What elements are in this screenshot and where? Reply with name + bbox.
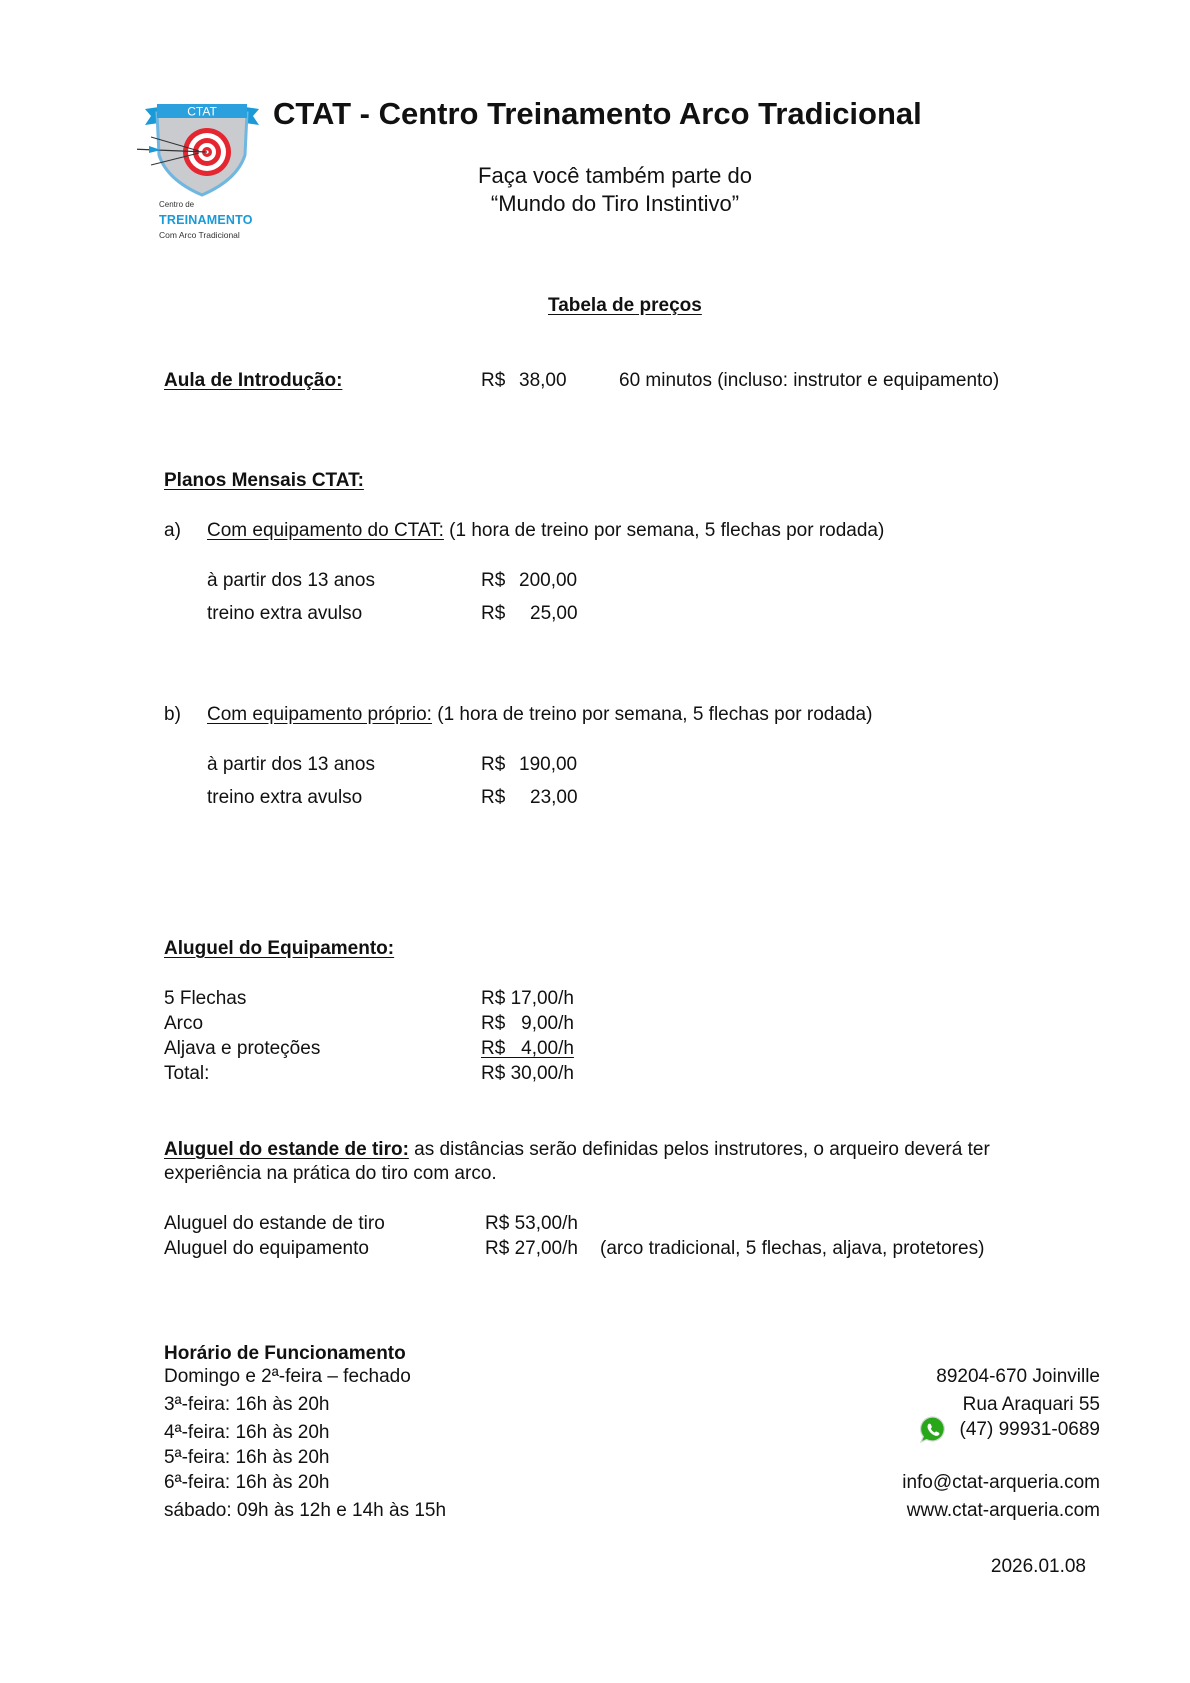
range-item-note: (arco tradicional, 5 flechas, aljava, protetores): [600, 1238, 985, 1259]
contact-phone[interactable]: (47) 99931-0689: [959, 1419, 1100, 1440]
hours-line: 6ª-feira: 16h às 20h: [164, 1472, 330, 1493]
plan-a-marker: a): [164, 520, 181, 541]
plan-b-details: (1 hora de treino por semana, 5 flechas por rodada): [431, 704, 873, 725]
document-date: 2026.01.08: [990, 1556, 1086, 1577]
logo-line1: Centro de: [159, 200, 195, 209]
plan-a-details: (1 hora de treino por semana, 5 flechas por rodada): [443, 520, 885, 541]
hours-line: 4ª-feira: 16h às 20h: [164, 1422, 330, 1443]
range-item-price: R$ 53,00/h: [485, 1213, 578, 1234]
logo-line3: Com Arco Tradicional: [159, 230, 240, 240]
logo-line2: TREINAMENTO: [159, 213, 253, 227]
slogan: [465, 162, 765, 218]
plan-a-row-label: treino extra avulso: [207, 603, 363, 624]
equipment-rental-heading: Aluguel do Equipamento:: [164, 938, 395, 959]
plan-a-title-row: [207, 520, 884, 542]
plan-b-row-price: 23,00: [530, 787, 578, 808]
whatsapp-icon: [918, 1415, 948, 1445]
plan-b-title: Com equipamento próprio:: [207, 704, 432, 725]
range-item-label: Aluguel do equipamento: [164, 1238, 369, 1259]
intro-class-currency: R$: [481, 370, 506, 391]
range-item-label: Aluguel do estande de tiro: [164, 1213, 385, 1234]
equipment-item-label: Arco: [164, 1013, 204, 1034]
equipment-item-price: R$ 17,00/h: [481, 988, 574, 1009]
plan-a-row-price: 200,00: [519, 570, 578, 591]
plan-b-title-row: [207, 704, 872, 726]
equipment-item-label: 5 Flechas: [164, 988, 247, 1009]
plan-a-row-currency: R$: [481, 570, 506, 591]
range-rental-description-line1: as distâncias serão definidas pelos instrutores, o arqueiro deverá ter: [408, 1139, 990, 1160]
slogan-line1: Faça você também parte do: [478, 163, 752, 188]
slogan-line2: “Mundo do Tiro Instintivo”: [490, 191, 740, 216]
hours-line: 5ª-feira: 16h às 20h: [164, 1447, 330, 1468]
intro-class-price: 38,00: [519, 370, 567, 391]
hours-heading: Horário de Funcionamento: [164, 1343, 406, 1364]
contact-phone-row: [918, 1415, 1101, 1445]
equipment-total-label: Total:: [164, 1063, 210, 1084]
contact-street: Rua Araquari 55: [962, 1394, 1100, 1415]
hours-line: sábado: 09h às 12h e 14h às 15h: [164, 1500, 447, 1521]
plan-a-title: Com equipamento do CTAT:: [207, 520, 444, 541]
equipment-total-price: R$ 30,00/h: [481, 1063, 574, 1084]
intro-class-label: Aula de Introdução:: [164, 370, 343, 391]
range-rental-heading: Aluguel do estande de tiro:: [164, 1139, 409, 1160]
hours-line: 3ª-feira: 16h às 20h: [164, 1394, 330, 1415]
logo-badge-text: CTAT: [187, 104, 217, 119]
range-rental-description: [164, 1139, 990, 1161]
plan-a-row-label: à partir dos 13 anos: [207, 570, 375, 591]
equipment-item-price: R$ 4,00/h: [481, 1038, 574, 1059]
monthly-plans-heading: Planos Mensais CTAT:: [164, 470, 364, 491]
equipment-item-label: Aljava e proteções: [164, 1038, 321, 1059]
contact-city: 89204-670 Joinville: [936, 1366, 1100, 1387]
target-shield-icon: [137, 95, 267, 200]
plan-b-row-price: 190,00: [519, 754, 578, 775]
plan-b-row-currency: R$: [481, 754, 506, 775]
hours-line: Domingo e 2ª-feira – fechado: [164, 1366, 411, 1387]
equipment-item-price: R$ 9,00/h: [481, 1013, 574, 1034]
intro-class-description: 60 minutos (incluso: instrutor e equipamento): [619, 370, 1000, 391]
price-table-heading: Tabela de preços: [548, 295, 702, 316]
contact-email[interactable]: info@ctat-arqueria.com: [902, 1472, 1100, 1493]
page-title: CTAT - Centro Treinamento Arco Tradicional: [273, 96, 922, 131]
ctat-logo: [137, 95, 267, 245]
plan-b-marker: b): [164, 704, 181, 725]
contact-website[interactable]: www.ctat-arqueria.com: [906, 1500, 1100, 1521]
plan-b-row-label: à partir dos 13 anos: [207, 754, 375, 775]
range-rental-description-line2: experiência na prática do tiro com arco.: [164, 1163, 497, 1184]
plan-a-row-price: 25,00: [530, 603, 578, 624]
plan-a-row-currency: R$: [481, 603, 506, 624]
plan-b-row-label: treino extra avulso: [207, 787, 363, 808]
plan-b-row-currency: R$: [481, 787, 506, 808]
range-item-price: R$ 27,00/h: [485, 1238, 578, 1259]
